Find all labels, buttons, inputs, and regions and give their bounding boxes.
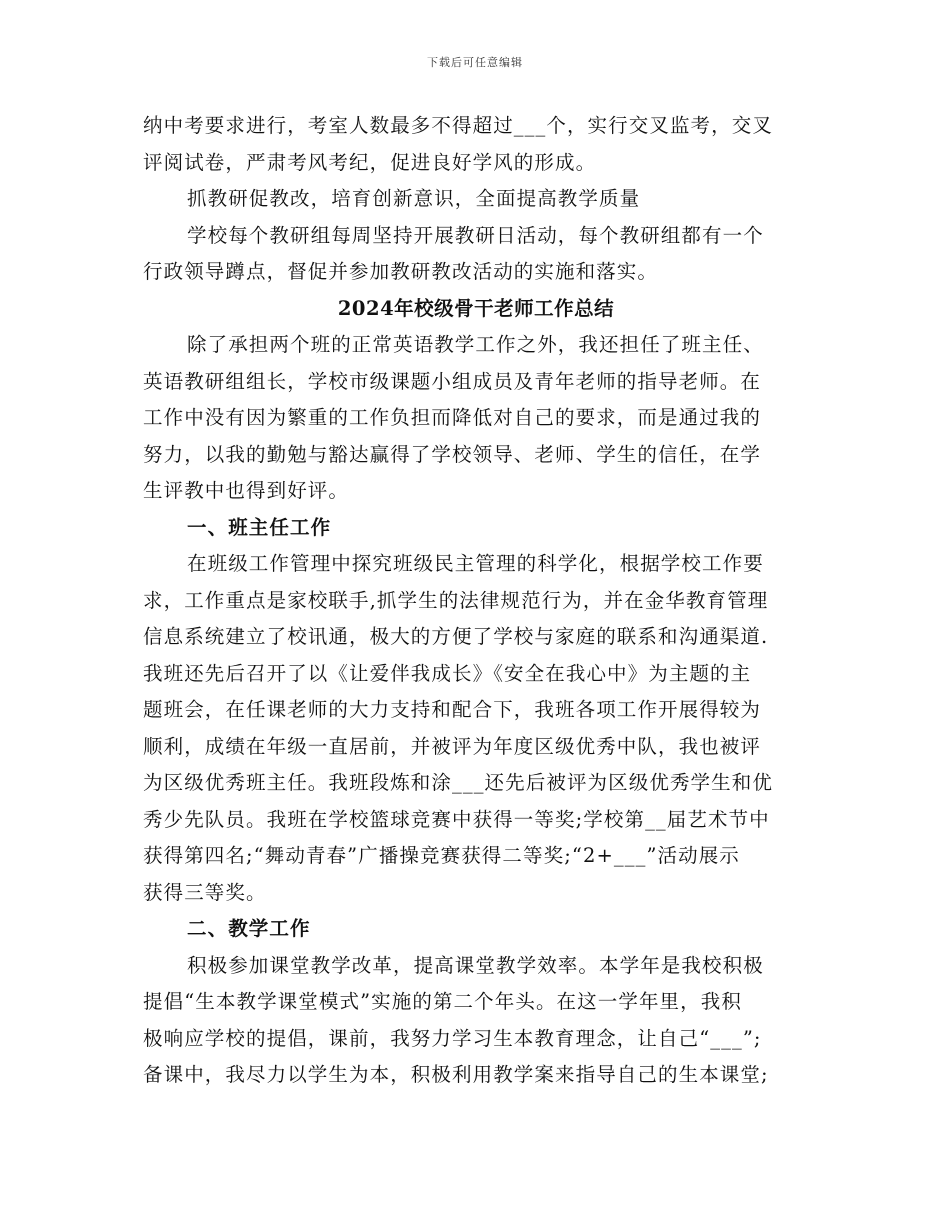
paragraph-line: 获得第四名;“舞动青春”广播操竞赛获得二等奖;“2+___”活动展示 xyxy=(143,844,740,867)
section-subheading: 抓教研促教改，培育创新意识，全面提高教学质量 xyxy=(187,187,641,210)
paragraph-line: 提倡“生本教学课堂模式”实施的第二个年头。在这一学年里，我积 xyxy=(143,990,742,1013)
paragraph-line: 为区级优秀班主任。我班段炼和涂___还先后被评为区级优秀学生和优 xyxy=(143,771,773,794)
paragraph-line: 备课中，我尽力以学生为本，积极利用教学案来指导自己的生本课堂; xyxy=(143,1063,769,1086)
paragraph-line: 信息系统建立了校讯通，极大的方便了学校与家庭的联系和沟通渠道. xyxy=(143,625,769,648)
paragraph-line: 行政领导蹲点，督促并参加教研教改活动的实施和落实。 xyxy=(143,260,659,283)
paragraph-line: 极响应学校的提倡，课前，我努力学习生本教育理念，让自己“___”; xyxy=(143,1026,762,1050)
paragraph-line: 工作中没有因为繁重的工作负担而降低对自己的要求，而是通过我的 xyxy=(143,406,762,429)
paragraph-line: 获得三等奖。 xyxy=(143,880,267,904)
paragraph-line: 积极参加课堂教学改革，提高课堂教学效率。本学年是我校积极 xyxy=(187,953,764,977)
section-heading-homeroom: 一、班主任工作 xyxy=(187,515,332,539)
header-note: 下载后可任意编辑 xyxy=(427,56,523,69)
paragraph-line: 秀少先队员。我班在学校篮球竞赛中获得一等奖;学校第__届艺术节中 xyxy=(143,807,770,831)
document-body xyxy=(143,108,809,1094)
paragraph-line: 在班级工作管理中探究班级民主管理的科学化，根据学校工作要 xyxy=(187,552,764,575)
paragraph-line: 除了承担两个班的正常英语教学工作之外，我还担任了班主任、 xyxy=(187,333,764,356)
paragraph-line: 顺利，成绩在年级一直居前，并被评为年度区级优秀中队，我也被评 xyxy=(143,734,762,758)
paragraph-line: 我班还先后召开了以《让爱伴我成长》《安全在我心中》为主题的主 xyxy=(143,661,752,685)
paragraph-line: 英语教研组组长，学校市级课题小组成员及青年老师的指导老师。在 xyxy=(143,369,762,393)
paragraph-line: 求，工作重点是家校联手,抓学生的法律规范行为，并在金华教育管理 xyxy=(143,588,769,612)
paragraph-line: 学校每个教研组每周坚持开展教研日活动，每个教研组都有一个 xyxy=(187,223,764,247)
paragraph-line: 生评教中也得到好评。 xyxy=(143,479,350,502)
paragraph-line: 评阅试卷，严肃考风考纪，促进良好学风的形成。 xyxy=(143,150,597,174)
document-title: 2024年校级骨干老师工作总结 xyxy=(337,296,615,320)
paragraph-line: 纳中考要求进行，考室人数最多不得超过___个，实行交叉监考，交叉 xyxy=(143,114,773,137)
paragraph-line: 题班会，在任课老师的大力支持和配合下，我班各项工作开展得较为 xyxy=(143,698,762,721)
paragraph-line: 努力，以我的勤勉与豁达赢得了学校领导、老师、学生的信任，在学 xyxy=(143,442,762,466)
section-heading-teaching: 二、教学工作 xyxy=(187,917,311,940)
